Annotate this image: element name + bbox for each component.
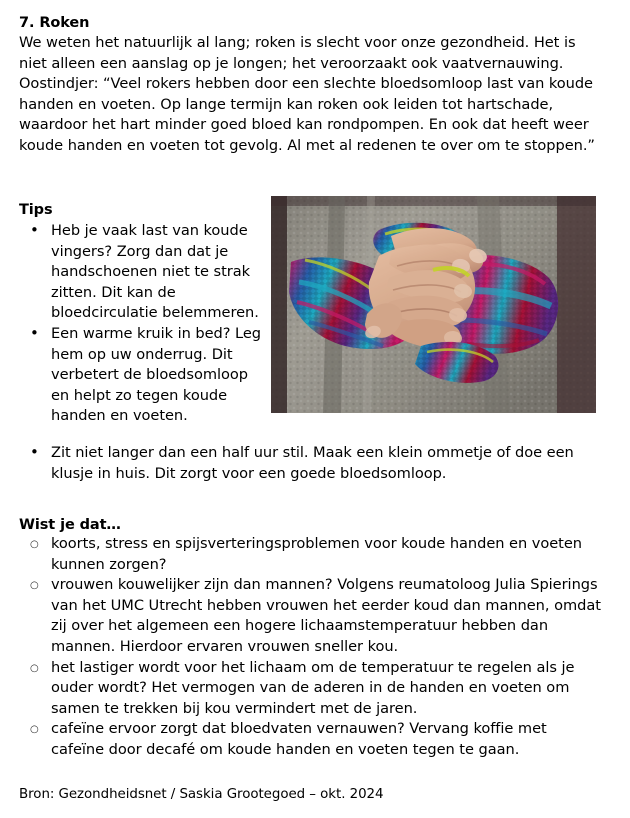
list-item: • Een warme kruik in bed? Leg hem op uw onderrug. Dit verbetert de bloedsomloop en helpt zo tegen koude handen en voeten. <box>19 324 267 427</box>
hands-in-knitted-fingerless-gloves-photo <box>271 196 596 413</box>
tips-heading: Tips <box>19 202 53 218</box>
wist-je-dat-heading: Wist je dat… <box>19 517 121 533</box>
page-title: 7. Roken <box>19 15 90 31</box>
list-item: ○ cafeïne ervoor zorgt dat bloedvaten vernauwen? Vervang koffie met cafeïne door decafé om koude handen en voeten tegen te gaan. <box>19 719 601 760</box>
wist-je-dat-list <box>19 534 601 761</box>
source-line: Bron: Gezondheidsnet / Saskia Grootegoed – okt. 2024 <box>19 787 384 802</box>
list-item: • Heb je vaak last van koude vingers? Zorg dan dat je handschoenen niet te strak zitten. Dit kan de bloedcirculatie belemmeren. <box>19 221 267 324</box>
tips-list-wide <box>19 443 599 484</box>
tips-list-narrow <box>19 221 267 427</box>
list-item: ○ het lastiger wordt voor het lichaam om de temperatuur te regelen als je ouder wordt? Het vermogen van de aderen in de handen en voeten om samen te trekken bij kou vermindert met de jaren. <box>19 658 601 720</box>
intro-paragraph: We weten het natuurlijk al lang; roken is slecht voor onze gezondheid. Het is niet alleen een aanslag op je longen; het veroorzaakt ook vaatvernauwing. Oostindjer: “Veel rokers hebben door een slechte bloedsomloop last van koude handen en voeten. Op lange termijn kan roken ook leiden tot hartschade, waardoor het hart minder goed bloed kan rondpompen. En ook dat heeft weer koude handen en voeten tot gevolg. Al met al redenen te over om te stoppen.” <box>19 34 595 154</box>
list-item: ○ koorts, stress en spijsverteringsproblemen voor koude handen en voeten kunnen zorgen? <box>19 534 601 575</box>
list-item: • Zit niet langer dan een half uur stil. Maak een klein ommetje of doe een klusje in huis. Dit zorgt voor een goede bloedsomloop. <box>19 443 599 484</box>
list-item: ○ vrouwen kouwelijker zijn dan mannen? Volgens reumatoloog Julia Spierings van het UMC Utrecht hebben vrouwen het eerder koud dan mannen, omdat zij over het algemeen een hogere lichaamstemperatuur hebben dan mannen. Hierdoor ervaren vrouwen sneller kou. <box>19 575 601 657</box>
photo-artwork <box>271 196 596 413</box>
